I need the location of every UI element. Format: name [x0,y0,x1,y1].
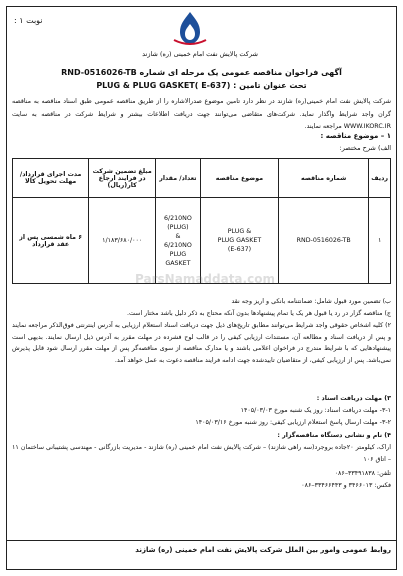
col-duration: مدت اجرای قرارداد/مهلت تحویل کالا [13,159,89,198]
cell-duration: ۶ ماه شمسی پس از عقد قرارداد [13,198,89,284]
round-label: نوبت ۱ : [14,16,43,25]
cell-subject [200,198,278,284]
company-logo-icon [170,10,210,48]
deadline-submit: ۳-۲- مهلت ارسال پاسخ استعلام ارزیابی کیفی: روز شنبه مورخ ۱۴۰۵/۰۳/۱۶ [195,419,391,426]
rights-paragraph: ج) مناقصه گزار در رد یا قبول هر یک یا تمام پیشنهادها بدون آنکه محتاج به ذکر دلیل باشد مختار است. [126,310,391,317]
qty-line: (PLUG) [167,223,189,231]
footer-signature: روابط عمومی وامور بین الملل شرکت پالایش نفت امام خمینی (ره) شازند [135,546,391,554]
tender-table [12,158,391,284]
qty-line: 6/210NO [163,241,192,249]
deadline-heading: ۳) مهلت دریافت اسناد : [316,395,391,402]
watermark-text: ParsNamaddata.com [135,272,275,286]
col-amount: مبلغ تضمین شرکت در فرایند ارجاع کار(ریال) [89,159,156,198]
notice-title: آگهی فراخوان مناقصه عمومی یک مرحله ای شماره RND-0516026-TB [61,68,342,77]
footer-divider [7,540,396,541]
subject-line: PLUG & [227,228,252,235]
address-text: اراک، کیلومتر ۲۰جاده بروجرد(سه راهی شازند) – شرکت پالایش نفت امام خمینی (ره) شازند - مدیریت بازرگانی - مهندسی پشتیبانی ساختمان ۱۱ – اتاق ۱۰۶ [12,444,391,463]
phone-number: تلفن: ۳۳۴۹۱۸۳۸–۰۸۶ [334,470,391,477]
subject-line: (E-637) [227,246,252,253]
deadline-receive: ۳-۱- مهلت دریافت اسناد: روز یک شنبه مورخ ۱۴۰۵/۰۳/۰۳ [240,407,391,414]
col-radif: ردیف [369,159,391,198]
intro-paragraph: شرکت پالایش نفت امام خمینی(ره) شازند در نظر دارد تامین موضوع صدرالاشاره را از طریق مناقصه عمومی طبق اسناد مناقصه به مناقصه گران واجد شرایط واگذار نماید. شرکت‌های متقاضی می‌توانند جهت دریافت اطلاعات بیشتر و شرایط شرکت در مناقصه به سایت WWW.IKORC.IR مراجعه نمایند. [12,98,391,130]
qty-line: PLUG [169,250,187,258]
company-name: شرکت پالایش نفت امام خمینی (ره) شازند [142,50,258,58]
table-row [13,198,391,284]
col-qty: تعداد/ مقدار [156,159,201,198]
qty-line: & [175,232,181,240]
address-heading: ۴) نام و نشانی دستگاه مناقصه‌گزار : [277,432,391,439]
qty-line: GASKET [165,259,191,267]
cell-number: RND-0516026-TB [279,198,369,284]
section-subject-heading: ۱ – موضوع مناقصه : [320,132,391,140]
fax-number: فکس: ۳۴۶۶۰۱۳ و ۳۳۴۶۶۴۴۳–۰۸۶ [301,482,391,489]
col-subject: موضوع مناقصه [200,159,278,198]
notice-subtitle: تحت عنوان تامین : PLUG & PLUG GASKET( E-637) [96,81,307,90]
section-subject-sub: الف) شرح مختصر: [339,144,391,152]
col-number: شماره مناقصه [279,159,369,198]
eligibility-paragraph: ۲) کلیه اشخاص حقوقی واجد شرایط می‌توانند مطابق تاریخ‌های ذیل جهت دریافت اسناد استعلام ارزیابی به آدرس اینترنتی فوق‌الذکر مراجعه نمایند و پس از دریافت اسناد و مطالعه آن، مستندات ارزیابی کیفی را در قالب لوح فشرده در مهلت مقرر به آدرس ذیل ارسال نمایند. بدیهی است پیشنهادهایی که با شرایط مندرج در فراخوان اعلامی باشند و یا مدارک مناقصه از سوی مناقصه‌گر پس از مهلت مقرر ارسال شود قابل پذیرش نمی‌باشد. پس از ارزیابی کیفی، از متقاضیان تاییدشده جهت ادامه فرایند مناقصه دعوت به عمل خواهد آمد. [12,322,391,364]
cell-radif: ۱ [369,198,391,284]
cell-amount: ۱/۱۸۳/۶۸۰/۰۰۰ [89,198,156,284]
cell-qty [156,198,201,284]
guarantee-paragraph: ب) تضمین مورد قبول شامل: ضمانتنامه بانکی و اریز وجه نقد [231,298,391,305]
qty-line: 6/210NO [163,214,192,222]
subject-line: PLUG GASKET [217,237,262,244]
table-header-row [13,159,391,198]
